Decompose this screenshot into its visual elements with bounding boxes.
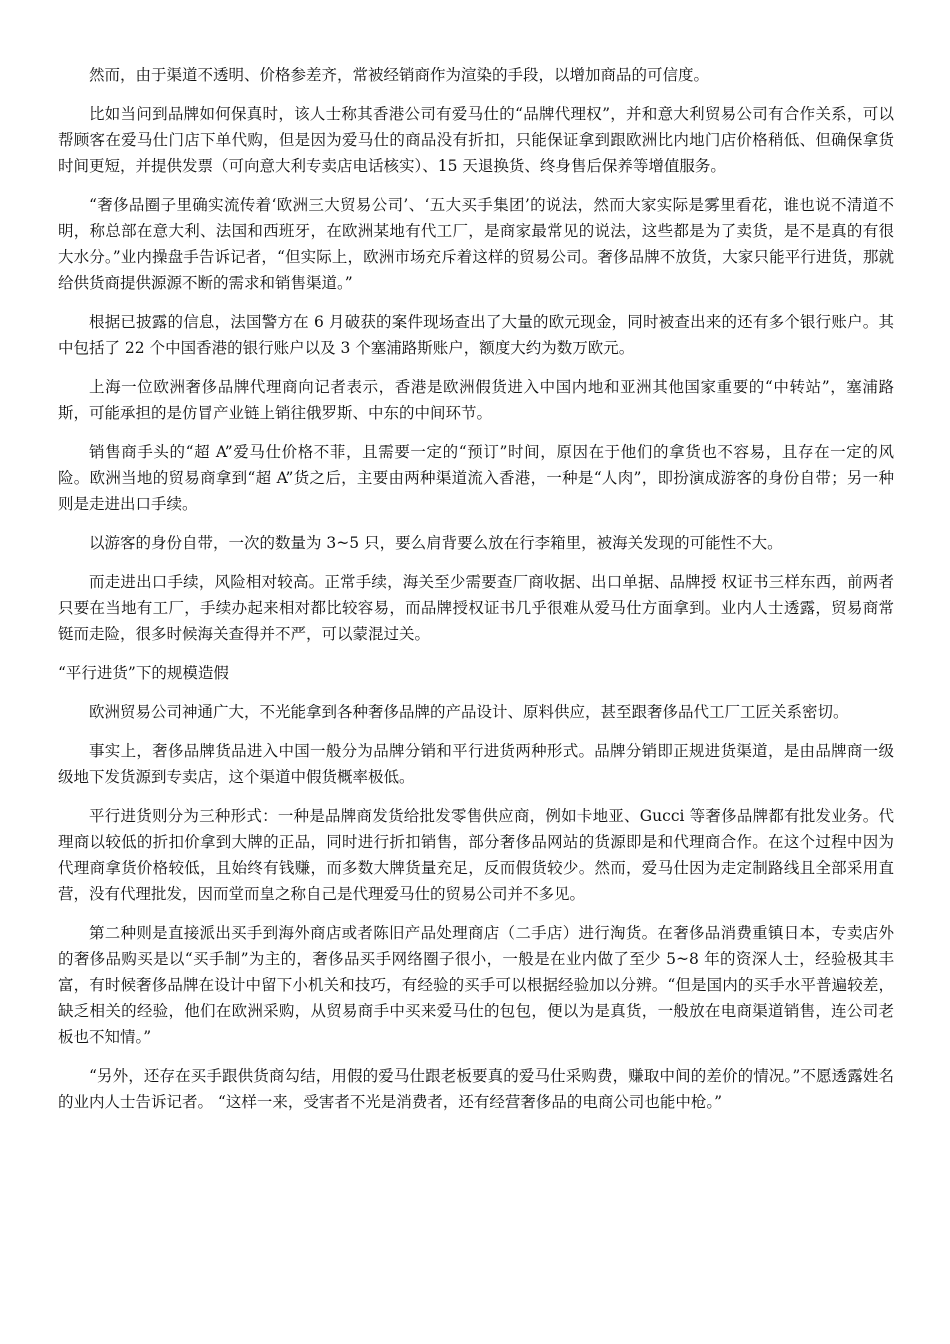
section-heading: “平行进货”下的规模造假 [58, 664, 229, 682]
paragraph: 上海一位欧洲奢侈品牌代理商向记者表示，香港是欧洲假货进入中国内地和亚洲其他国家重要的“中转站”，塞浦路斯，可能承担的是仿冒产业链上销往俄罗斯、中东的中间环节。 [58, 378, 894, 422]
paragraph: 第二种则是直接派出买手到海外商店或者陈旧产品处理商店（二手店）进行淘货。在奢侈品消费重镇日本，专卖店外的奢侈品购买是以“买手制”为主的，奢侈品买手网络圈子很小，一般是在业内做了至少 5~8 年的资深人士，经验极其丰富，有时候奢侈品牌在设计中留下小机关和技巧，有经验的买手可以根据经验加以分辨。“但是国内的买手水平普遍较差，缺乏相关的经验，他们在欧洲采购，从贸易商手中买来爱马仕的包包，便以为是真货，一般放在电商渠道销售，连公司老板也不知情。” [58, 924, 894, 1046]
paragraph: 以游客的身份自带，一次的数量为 3~5 只，要么肩背要么放在行李箱里，被海关发现的可能性不大。 [89, 534, 783, 552]
paragraph: 比如当问到品牌如何保真时，该人士称其香港公司有爱马仕的“品牌代理权”，并和意大利贸易公司有合作关系，可以帮顾客在爱马仕门店下单代购，但是因为爱马仕的商品没有折扣，只能保证拿到跟欧洲比内地门店价格稍低、但确保拿货时间更短，并提供发票（可向意大利专卖店电话核实）、15 天退换货、终身售后保养等增值服务。 [58, 105, 894, 175]
paragraph: 欧洲贸易公司神通广大，不光能拿到各种奢侈品牌的产品设计、原料供应，甚至跟奢侈品代工厂工匠关系密切。 [89, 703, 849, 721]
paragraph: 事实上，奢侈品牌货品进入中国一般分为品牌分销和平行进货两种形式。品牌分销即正规进货渠道，是由品牌商一级级地下发货源到专卖店，这个渠道中假货概率极低。 [58, 742, 894, 786]
paragraph: 而走进出口手续，风险相对较高。正常手续，海关至少需要查厂商收据、出口单据、品牌授 权证书三样东西，前两者只要在当地有工厂，手续办起来相对都比较容易，而品牌授权证书几乎很难从爱马仕方面拿到。业内人士透露，贸易商常铤而走险，很多时候海关查得并不严，可以蒙混过关。 [58, 573, 894, 643]
paragraph: “奢侈品圈子里确实流传着‘欧洲三大贸易公司’、‘五大买手集团’的说法，然而大家实际是雾里看花，谁也说不清道不明，称总部在意大利、法国和西班牙，在欧洲某地有代工厂，是商家最常见的说法，这些都是为了卖货，是不是真的有很大水分。”业内操盘手告诉记者，“但实际上，欧洲市场充斥着这样的贸易公司。奢侈品牌不放货，大家只能平行进货，那就给供货商提供源源不断的需求和销售渠道。” [58, 196, 894, 292]
paragraph: 根据已披露的信息，法国警方在 6 月破获的案件现场查出了大量的欧元现金，同时被查出来的还有多个银行账户。其中包括了 22 个中国香港的银行账户以及 3 个塞浦路斯账户，额度大约为数万欧元。 [58, 313, 894, 357]
document-page [58, 62, 894, 1128]
paragraph: 然而，由于渠道不透明、价格参差齐，常被经销商作为渲染的手段，以增加商品的可信度。 [89, 66, 710, 84]
paragraph: 平行进货则分为三种形式：一种是品牌商发货给批发零售供应商，例如卡地亚、Gucci 等奢侈品牌都有批发业务。代理商以较低的折扣价拿到大牌的正品，同时进行折扣销售，部分奢侈品网站的货源即是和代理商合作。在这个过程中因为代理商拿货价格较低，且始终有钱赚，而多数大牌货量充足，反而假货较少。然而，爱马仕因为走定制路线且全部采用直营，没有代理批发，因而堂而皇之称自己是代理爱马仕的贸易公司并不多见。 [58, 807, 894, 903]
paragraph: 销售商手头的“超 A”爱马仕价格不菲，且需要一定的“预订”时间，原因在于他们的拿货也不容易，且存在一定的风险。欧洲当地的贸易商拿到“超 A”货之后，主要由两种渠道流入香港，一种是“人肉”，即扮演成游客的身份自带；另一种则是走进出口手续。 [58, 443, 894, 513]
paragraph: “另外，还存在买手跟供货商勾结，用假的爱马仕跟老板要真的爱马仕采购费，赚取中间的差价的情况。”不愿透露姓名的业内人士告诉记者。 “这样一来，受害者不光是消费者，还有经营奢侈品的电商公司也能中枪。” [58, 1067, 894, 1111]
